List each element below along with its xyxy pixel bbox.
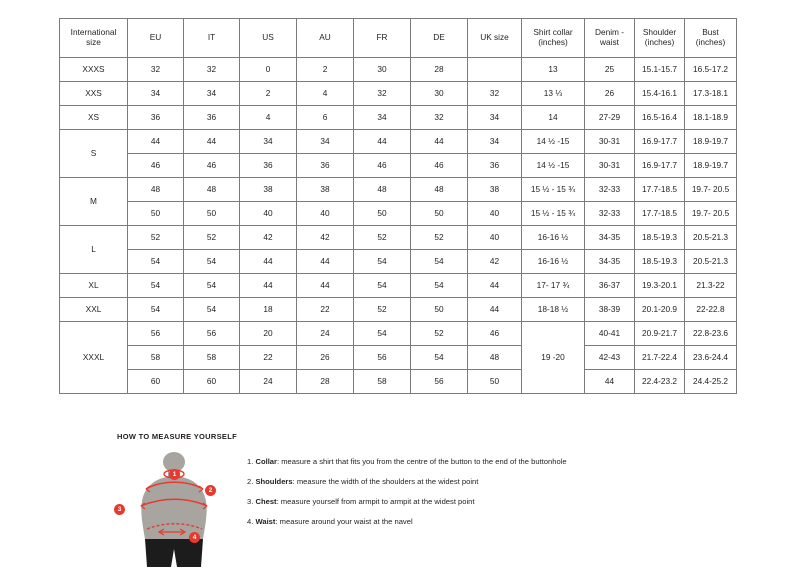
cell-denim-waist: 32-33 — [585, 202, 635, 226]
column-header-au: AU — [297, 19, 354, 58]
cell-bust-inches: 24.4-25.2 — [685, 370, 737, 394]
cell-shirt-collar-inches: 16-16 ½ — [522, 250, 585, 274]
cell-eu: 34 — [128, 82, 184, 106]
measure-instruction-item — [247, 457, 567, 466]
cell-shirt-collar-inches: 14 ½ -15 — [522, 130, 585, 154]
measure-instruction-item — [247, 477, 567, 486]
cell-fr: 46 — [354, 154, 411, 178]
cell-us: 20 — [240, 322, 297, 346]
cell-au: 40 — [297, 202, 354, 226]
cell-shoulder-inches: 20.9-21.7 — [635, 322, 685, 346]
how-to-measure-title: HOW TO MEASURE YOURSELF — [117, 432, 237, 441]
cell-us: 42 — [240, 226, 297, 250]
badge-1: 1 — [169, 469, 180, 480]
cell-denim-waist: 26 — [585, 82, 635, 106]
cell-international-size: XXL — [60, 298, 128, 322]
table-body — [60, 58, 737, 394]
cell-uk-size: 38 — [468, 178, 522, 202]
cell-shirt-collar-inches: 16-16 ½ — [522, 226, 585, 250]
cell-eu: 58 — [128, 346, 184, 370]
cell-us: 0 — [240, 58, 297, 82]
cell-fr: 56 — [354, 346, 411, 370]
cell-fr: 58 — [354, 370, 411, 394]
cell-international-size: XXXL — [60, 322, 128, 394]
cell-uk-size: 32 — [468, 82, 522, 106]
cell-de: 44 — [411, 130, 468, 154]
instruction-number: 3. — [247, 497, 254, 507]
table-header-row — [60, 19, 737, 58]
cell-au: 24 — [297, 322, 354, 346]
cell-us: 34 — [240, 130, 297, 154]
cell-au: 44 — [297, 250, 354, 274]
cell-de: 54 — [411, 250, 468, 274]
cell-shirt-collar-inches: 17- 17 ¾ — [522, 274, 585, 298]
cell-us: 38 — [240, 178, 297, 202]
cell-shoulder-inches: 18.5-19.3 — [635, 250, 685, 274]
cell-denim-waist: 34-35 — [585, 226, 635, 250]
body-figure — [117, 449, 227, 569]
cell-it: 46 — [184, 154, 240, 178]
instruction-number: 4. — [247, 517, 254, 527]
cell-shoulder-inches: 17.7-18.5 — [635, 202, 685, 226]
cell-de: 32 — [411, 106, 468, 130]
cell-bust-inches: 19.7- 20.5 — [685, 178, 737, 202]
instruction-text: : measure yourself from armpit to armpit at the widest point — [276, 497, 475, 507]
cell-shirt-collar-inches: 15 ½ - 15 ¾ — [522, 202, 585, 226]
cell-eu: 48 — [128, 178, 184, 202]
column-header-denim-waist: Denim - waist — [585, 19, 635, 58]
cell-au: 28 — [297, 370, 354, 394]
cell-bust-inches: 18.1-18.9 — [685, 106, 737, 130]
how-to-measure-body — [117, 449, 777, 569]
cell-de: 56 — [411, 370, 468, 394]
cell-bust-inches: 22-22.8 — [685, 298, 737, 322]
column-header-shirt-collar: Shirt collar (inches) — [522, 19, 585, 58]
instruction-text: : measure a shirt that fits you from the centre of the button to the end of the buttonhole — [277, 457, 567, 466]
column-header-eu: EU — [128, 19, 184, 58]
cell-shoulder-inches: 21.7-22.4 — [635, 346, 685, 370]
cell-fr: 32 — [354, 82, 411, 106]
size-chart-table — [59, 18, 737, 394]
column-header-uk-size: UK size — [468, 19, 522, 58]
table-row — [60, 154, 737, 178]
cell-us: 4 — [240, 106, 297, 130]
cell-de: 50 — [411, 202, 468, 226]
cell-denim-waist: 42-43 — [585, 346, 635, 370]
cell-au: 36 — [297, 154, 354, 178]
cell-au: 34 — [297, 130, 354, 154]
cell-shirt-collar-inches: 15 ½ - 15 ¾ — [522, 178, 585, 202]
cell-international-size: S — [60, 130, 128, 178]
cell-international-size: XS — [60, 106, 128, 130]
cell-bust-inches: 18.9-19.7 — [685, 154, 737, 178]
cell-shoulder-inches: 15.4-16.1 — [635, 82, 685, 106]
cell-denim-waist: 32-33 — [585, 178, 635, 202]
cell-au: 22 — [297, 298, 354, 322]
cell-fr: 54 — [354, 322, 411, 346]
cell-bust-inches: 20.5-21.3 — [685, 250, 737, 274]
cell-bust-inches: 18.9-19.7 — [685, 130, 737, 154]
table-row — [60, 82, 737, 106]
cell-fr: 54 — [354, 250, 411, 274]
cell-fr: 54 — [354, 274, 411, 298]
cell-it: 48 — [184, 178, 240, 202]
cell-shirt-collar-inches: 13 ⅓ — [522, 82, 585, 106]
table-row — [60, 202, 737, 226]
cell-eu: 60 — [128, 370, 184, 394]
cell-uk-size: 40 — [468, 202, 522, 226]
cell-de: 52 — [411, 226, 468, 250]
cell-au: 2 — [297, 58, 354, 82]
cell-fr: 34 — [354, 106, 411, 130]
cell-shoulder-inches: 16.9-17.7 — [635, 130, 685, 154]
cell-uk-size: 44 — [468, 298, 522, 322]
cell-shoulder-inches: 15.1-15.7 — [635, 58, 685, 82]
cell-it: 52 — [184, 226, 240, 250]
table-row — [60, 130, 737, 154]
cell-denim-waist: 25 — [585, 58, 635, 82]
cell-it: 58 — [184, 346, 240, 370]
cell-bust-inches: 17.3-18.1 — [685, 82, 737, 106]
cell-international-size: XXS — [60, 82, 128, 106]
cell-us: 18 — [240, 298, 297, 322]
cell-uk-size: 50 — [468, 370, 522, 394]
cell-uk-size: 40 — [468, 226, 522, 250]
cell-denim-waist: 30-31 — [585, 130, 635, 154]
cell-us: 44 — [240, 274, 297, 298]
cell-uk-size: 46 — [468, 322, 522, 346]
cell-fr: 52 — [354, 298, 411, 322]
column-header-international-size: International size — [60, 19, 128, 58]
cell-au: 4 — [297, 82, 354, 106]
cell-eu: 52 — [128, 226, 184, 250]
cell-us: 22 — [240, 346, 297, 370]
column-header-de: DE — [411, 19, 468, 58]
badge-2: 2 — [205, 485, 216, 496]
cell-us: 36 — [240, 154, 297, 178]
cell-it: 56 — [184, 322, 240, 346]
cell-au: 6 — [297, 106, 354, 130]
cell-it: 32 — [184, 58, 240, 82]
instruction-text: : measure around your waist at the navel — [275, 517, 413, 527]
table-row — [60, 322, 737, 346]
cell-shirt-collar-inches: 13 — [522, 58, 585, 82]
cell-it: 54 — [184, 298, 240, 322]
measure-instructions-list — [247, 457, 567, 537]
cell-it: 54 — [184, 250, 240, 274]
cell-eu: 46 — [128, 154, 184, 178]
cell-denim-waist: 30-31 — [585, 154, 635, 178]
table-row — [60, 250, 737, 274]
instruction-text: : measure the width of the shoulders at the widest point — [292, 477, 479, 487]
table-row — [60, 58, 737, 82]
cell-au: 38 — [297, 178, 354, 202]
column-header-fr: FR — [354, 19, 411, 58]
instruction-term: Collar — [255, 457, 277, 466]
cell-us: 44 — [240, 250, 297, 274]
how-to-measure-section — [117, 432, 777, 569]
cell-eu: 32 — [128, 58, 184, 82]
cell-it: 60 — [184, 370, 240, 394]
instruction-term: Waist — [255, 517, 276, 527]
cell-shoulder-inches: 19.3-20.1 — [635, 274, 685, 298]
cell-de: 54 — [411, 274, 468, 298]
badge-4: 4 — [189, 532, 200, 543]
cell-de: 28 — [411, 58, 468, 82]
cell-uk-size: 36 — [468, 154, 522, 178]
cell-bust-inches: 16.5-17.2 — [685, 58, 737, 82]
cell-it: 50 — [184, 202, 240, 226]
cell-international-size: M — [60, 178, 128, 226]
cell-eu: 50 — [128, 202, 184, 226]
cell-us: 40 — [240, 202, 297, 226]
instruction-term: Chest — [255, 497, 277, 507]
cell-fr: 44 — [354, 130, 411, 154]
cell-shoulder-inches: 18.5-19.3 — [635, 226, 685, 250]
cell-de: 30 — [411, 82, 468, 106]
cell-eu: 54 — [128, 298, 184, 322]
cell-de: 54 — [411, 346, 468, 370]
cell-au: 42 — [297, 226, 354, 250]
table-row — [60, 274, 737, 298]
cell-uk-size: 42 — [468, 250, 522, 274]
cell-uk-size — [468, 58, 522, 82]
column-header-bust: Bust (inches) — [685, 19, 737, 58]
cell-us: 24 — [240, 370, 297, 394]
cell-us: 2 — [240, 82, 297, 106]
cell-de: 46 — [411, 154, 468, 178]
table-row — [60, 226, 737, 250]
cell-bust-inches: 20.5-21.3 — [685, 226, 737, 250]
cell-denim-waist: 36-37 — [585, 274, 635, 298]
instruction-term: Shoulders — [255, 477, 293, 487]
table-row — [60, 370, 737, 394]
cell-shirt-collar-inches: 14 — [522, 106, 585, 130]
cell-eu: 56 — [128, 322, 184, 346]
cell-uk-size: 34 — [468, 106, 522, 130]
cell-eu: 36 — [128, 106, 184, 130]
cell-denim-waist: 27-29 — [585, 106, 635, 130]
cell-international-size: XL — [60, 274, 128, 298]
cell-bust-inches: 19.7- 20.5 — [685, 202, 737, 226]
cell-it: 36 — [184, 106, 240, 130]
cell-shoulder-inches: 22.4-23.2 — [635, 370, 685, 394]
cell-fr: 50 — [354, 202, 411, 226]
cell-fr: 30 — [354, 58, 411, 82]
table-row — [60, 346, 737, 370]
cell-de: 50 — [411, 298, 468, 322]
cell-eu: 54 — [128, 250, 184, 274]
instruction-number: 1. — [247, 457, 254, 466]
cell-uk-size: 34 — [468, 130, 522, 154]
cell-shoulder-inches: 16.9-17.7 — [635, 154, 685, 178]
column-header-shoulder: Shoulder (inches) — [635, 19, 685, 58]
cell-bust-inches: 22.8-23.6 — [685, 322, 737, 346]
cell-denim-waist: 44 — [585, 370, 635, 394]
cell-shirt-collar-inches: 14 ½ -15 — [522, 154, 585, 178]
cell-au: 44 — [297, 274, 354, 298]
cell-shoulder-inches: 16.5-16.4 — [635, 106, 685, 130]
cell-denim-waist: 40-41 — [585, 322, 635, 346]
table-row — [60, 106, 737, 130]
cell-shirt-collar: 19 -20 — [522, 322, 585, 394]
cell-shoulder-inches: 20.1-20.9 — [635, 298, 685, 322]
cell-denim-waist: 34-35 — [585, 250, 635, 274]
cell-bust-inches: 23.6-24.4 — [685, 346, 737, 370]
instruction-number: 2. — [247, 477, 254, 487]
mannequin-illustration — [117, 449, 227, 569]
cell-uk-size: 44 — [468, 274, 522, 298]
cell-fr: 48 — [354, 178, 411, 202]
badge-3: 3 — [114, 504, 125, 515]
cell-shirt-collar-inches: 18-18 ½ — [522, 298, 585, 322]
cell-de: 52 — [411, 322, 468, 346]
cell-bust-inches: 21.3-22 — [685, 274, 737, 298]
cell-shoulder-inches: 17.7-18.5 — [635, 178, 685, 202]
column-header-us: US — [240, 19, 297, 58]
cell-it: 54 — [184, 274, 240, 298]
cell-eu: 44 — [128, 130, 184, 154]
cell-de: 48 — [411, 178, 468, 202]
cell-international-size: XXXS — [60, 58, 128, 82]
cell-au: 26 — [297, 346, 354, 370]
table-row — [60, 298, 737, 322]
cell-it: 34 — [184, 82, 240, 106]
cell-fr: 52 — [354, 226, 411, 250]
cell-eu: 54 — [128, 274, 184, 298]
cell-denim-waist: 38-39 — [585, 298, 635, 322]
cell-uk-size: 48 — [468, 346, 522, 370]
cell-international-size: L — [60, 226, 128, 274]
table-row — [60, 178, 737, 202]
measure-instruction-item — [247, 497, 567, 506]
measure-instruction-item — [247, 517, 567, 526]
column-header-it: IT — [184, 19, 240, 58]
cell-it: 44 — [184, 130, 240, 154]
